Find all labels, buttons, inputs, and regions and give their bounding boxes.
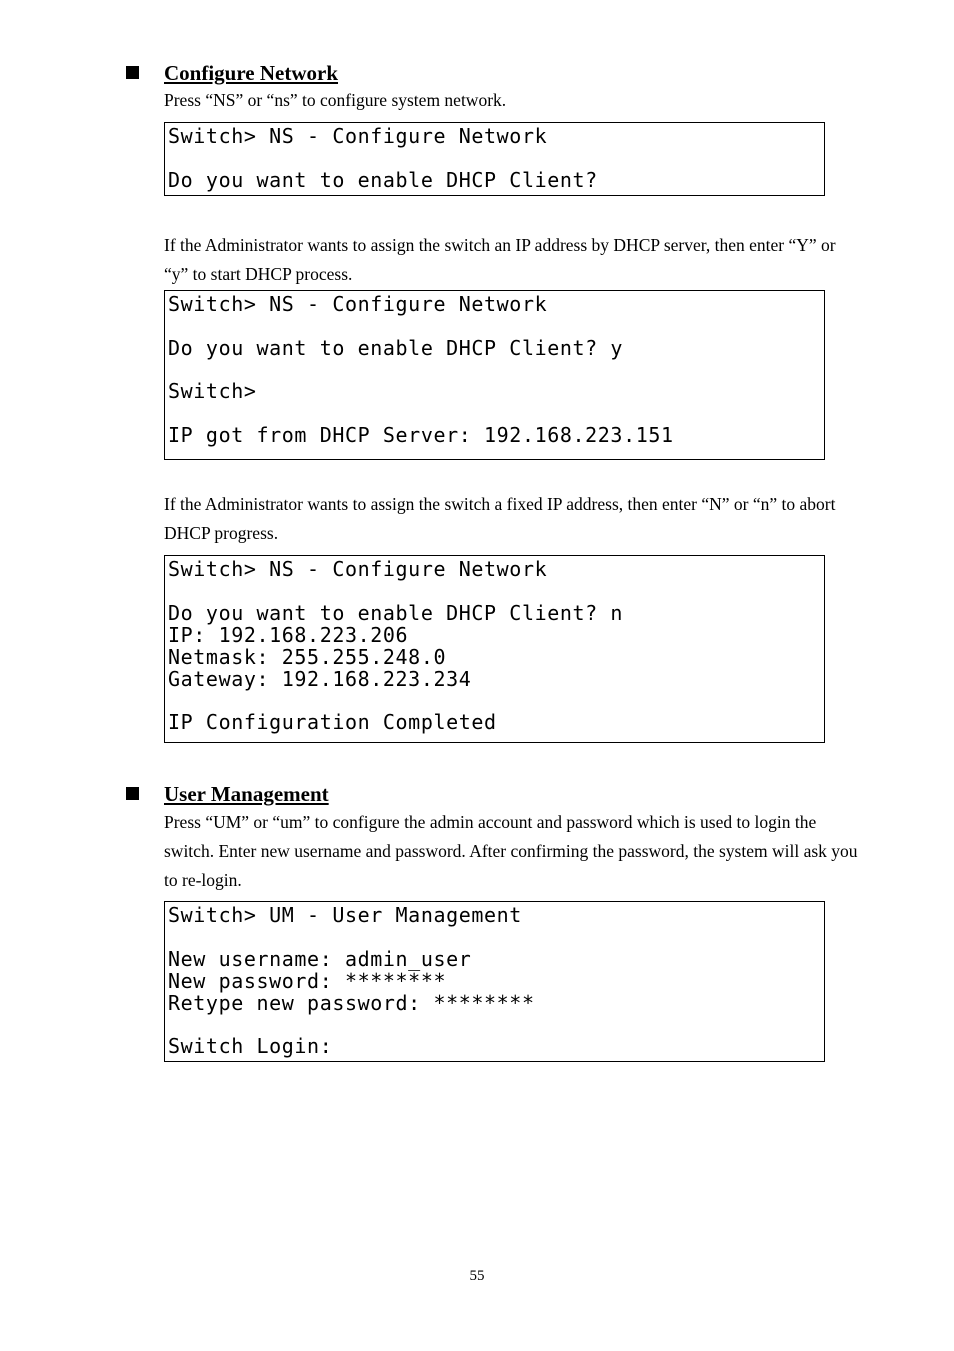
terminal-um [164, 901, 825, 1062]
terminal-line [168, 147, 824, 169]
terminal-line [168, 402, 824, 424]
terminal-line: New password: ******** [168, 968, 447, 993]
page-number: 55 [469, 1268, 485, 1284]
terminal-line: IP Configuration Completed [168, 710, 497, 734]
terminal-ns-dhcp-no [164, 555, 825, 743]
terminal-line: Switch> NS - Configure Network [168, 557, 548, 581]
terminal-line: IP got from DHCP Server: 192.168.223.151 [168, 422, 674, 447]
terminal-line: Switch Login: [168, 1034, 333, 1058]
terminal-line: Retype new password: ******** [168, 990, 535, 1015]
heading-user-management: User Management [164, 782, 329, 806]
terminal-line [168, 690, 824, 712]
terminal-line: Do you want to enable DHCP Client? [168, 167, 598, 192]
terminal-line: Gateway: 192.168.223.234 [168, 666, 472, 691]
terminal-line: Netmask: 255.255.248.0 [168, 644, 447, 669]
terminal-line [168, 315, 824, 337]
terminal-line: Switch> NS - Configure Network [168, 124, 548, 148]
terminal-line [168, 580, 824, 602]
terminal-line: Switch> UM - User Management [168, 903, 522, 927]
heading-configure-network: Configure Network [164, 61, 339, 85]
terminal-line: Do you want to enable DHCP Client? n [168, 600, 624, 625]
terminal-line: Do you want to enable DHCP Client? y [168, 335, 624, 360]
terminal-line: Switch> [168, 379, 257, 403]
terminal-ns-dhcp-yes [164, 290, 825, 460]
terminal-line: Switch> NS - Configure Network [168, 292, 548, 316]
terminal-line [168, 926, 824, 948]
section-bullet-configure-network [126, 66, 139, 79]
dhcp-instructions: If the Administrator wants to assign the switch an IP address by DHCP server, then enter “Y” or “y” to start DHCP process. [164, 235, 836, 284]
user-management-intro: Press “UM” or “um” to configure the admin account and password which is used to login the switch. Enter new username and password. After confirming the password, the system will ask you to re-login. [164, 812, 858, 890]
section-bullet-user-management [126, 787, 139, 800]
terminal-line [168, 359, 824, 381]
configure-network-intro: Press “NS” or “ns” to configure system network. [164, 90, 507, 110]
terminal-line [168, 1014, 824, 1036]
fixed-ip-instructions: If the Administrator wants to assign the switch a fixed IP address, then enter “N” or “n” to abort DHCP progress. [164, 494, 836, 543]
terminal-line: New username: admin_user [168, 946, 472, 971]
terminal-ns-prompt [164, 122, 825, 196]
terminal-line: IP: 192.168.223.206 [168, 622, 409, 647]
